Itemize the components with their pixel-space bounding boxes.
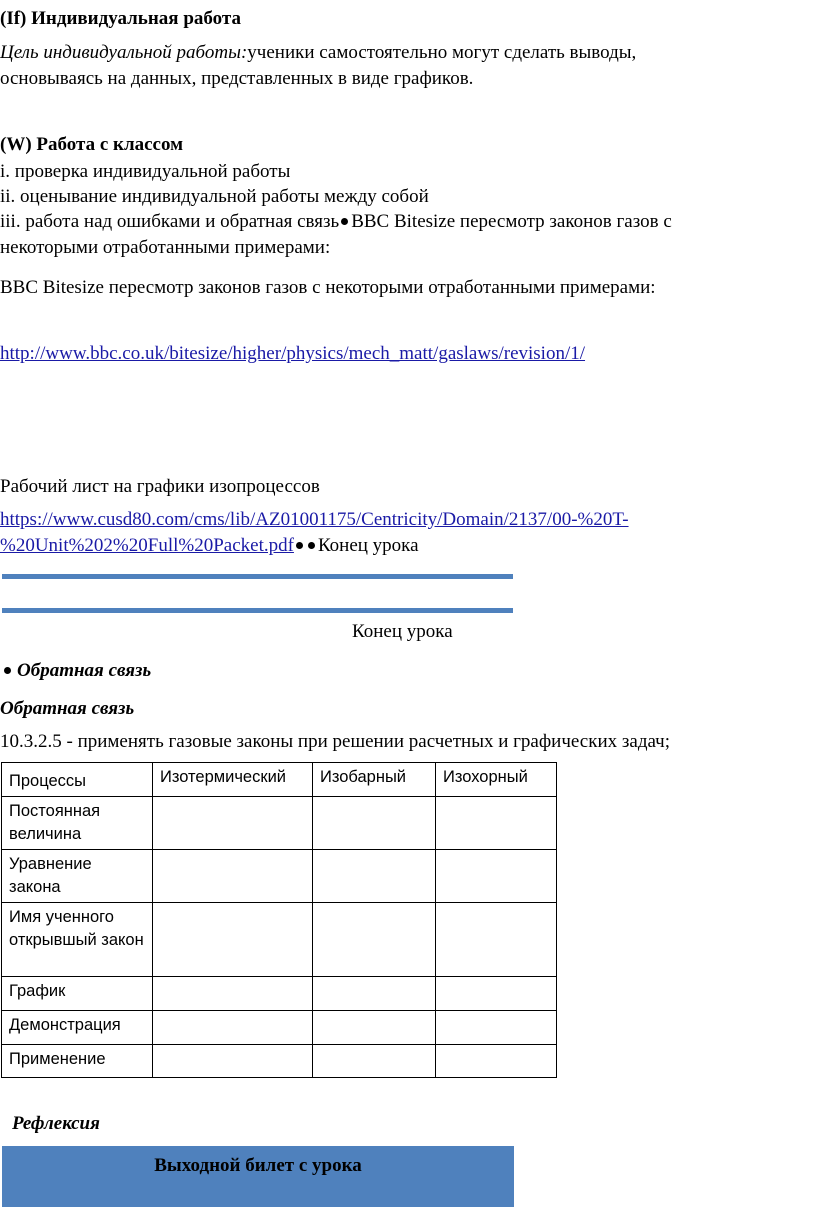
item-iii-bbc: BBC Bitesize пересмотр законов газов с [351,211,672,232]
section-w-title: (W) Работа с классом [0,134,184,155]
table-cell: Постоянная величина [2,797,153,850]
exit-ticket-label: Выходной билет с урока [154,1155,362,1176]
table-header-cell: Изобарный [313,763,436,797]
item-ii: ii. оценывание индивидуальной работы между собой [0,186,429,207]
exit-ticket-banner [2,1146,514,1207]
table-cell [313,1045,436,1078]
table-cell [153,797,313,850]
table-cell: Применение [2,1045,153,1078]
bbc-link[interactable]: http://www.bbc.co.uk/bitesize/higher/physics/mech_matt/gaslaws/revision/1/ [0,343,586,364]
worksheet-line-2 [0,535,419,557]
goal-label: Цель индивидуальной работы: [0,42,248,63]
reflection-title: Рефлексия [12,1113,100,1134]
worksheet-link-line-1[interactable]: https://www.cusd80.com/cms/lib/AZ01001175/Centricity/Domain/2137/00-%20T- [0,509,629,530]
divider-line [2,608,513,613]
goal-text-1: ученики самостоятельно могут сделать выводы, [247,42,637,63]
table-cell [153,1011,313,1045]
table-cell: График [2,977,153,1011]
goal-text-2: основываясь на данных, представленных в виде графиков. [0,68,474,89]
table-cell [313,1011,436,1045]
table-cell: Имя ученного открывшый закон [2,903,153,977]
table-row [2,977,557,1011]
table-cell [153,1045,313,1078]
goal-line-1 [0,42,636,64]
table-row [2,903,557,977]
table-cell [436,903,557,977]
item-iii-continued: некоторыми отработанными примерами: [0,237,331,258]
table-cell [436,977,557,1011]
worksheet-text: Рабочий лист на графики изопроцессов [0,476,320,497]
divider-line [2,574,513,579]
table-header-cell: Процессы [2,763,153,797]
table-cell [436,850,557,903]
table-cell [313,977,436,1011]
table-header-row [2,763,557,797]
table-cell [313,797,436,850]
table-cell [153,850,313,903]
section-if-title: (If) Индивидуальная работа [0,8,241,29]
bullet-icon [296,542,303,549]
end-lesson: Конец урока [352,621,453,642]
bullet-icon [308,542,315,549]
table-cell [313,903,436,977]
table-row [2,797,557,850]
item-i: i. проверка индивидуальной работы [0,161,291,182]
table-row [2,850,557,903]
bbc-text: BBC Bitesize пересмотр законов газов с некоторыми отработанными примерами: [0,277,656,298]
feedback-bullet-heading [0,660,151,682]
table-row [2,1011,557,1045]
table-cell: Демонстрация [2,1011,153,1045]
bullet-icon [4,667,11,674]
process-table [1,762,557,1078]
feedback-objective: 10.3.2.5 - применять газовые законы при решении расчетных и графических задач; [0,731,671,752]
worksheet-link-line-2[interactable]: %20Unit%202%20Full%20Packet.pdf [0,535,294,556]
table-cell [153,977,313,1011]
table-header-cell: Изотермический [153,763,313,797]
feedback-bullet-heading-text: Обратная связь [17,660,152,681]
table-header-cell: Изохорный [436,763,557,797]
table-cell [313,850,436,903]
table-cell [436,797,557,850]
table-cell: Уравнение закона [2,850,153,903]
table-row [2,1045,557,1078]
bullet-icon [341,218,348,225]
end-lesson-inline: Конец урока [317,535,419,556]
item-iii [0,211,672,233]
feedback-heading: Обратная связь [0,698,135,719]
item-iii-text: iii. работа над ошибками и обратная связь [0,211,340,232]
table-cell [436,1011,557,1045]
table-cell [436,1045,557,1078]
table-cell [153,903,313,977]
